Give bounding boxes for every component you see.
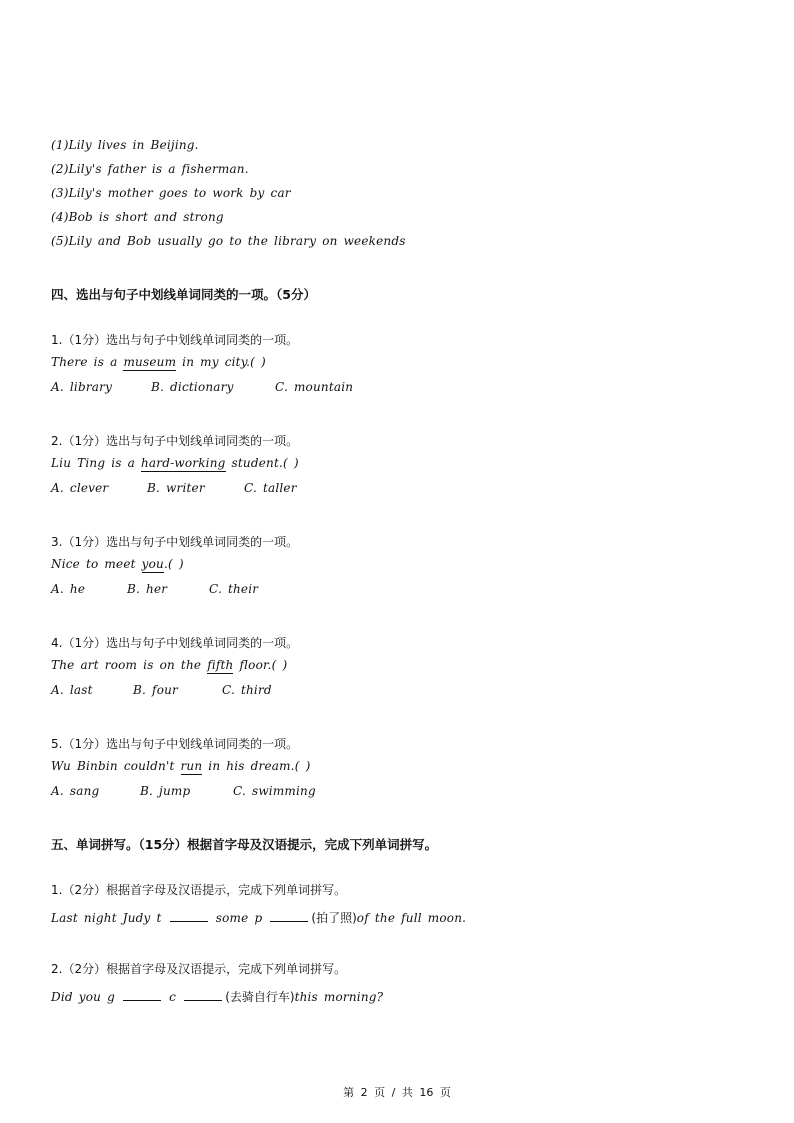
statement-4: (4)Bob is short and strong (51, 210, 224, 224)
chinese-hint: (去骑自行车) (225, 990, 295, 1004)
question-stem: 2.（1分）选出与句子中划线单词同类的一项。 (51, 434, 299, 448)
answer-blank[interactable] (270, 911, 308, 922)
option-c: C. swimming (233, 784, 316, 798)
option-c: C. their (209, 582, 259, 596)
option-a: A. last (51, 683, 93, 697)
chinese-hint: (拍了照) (311, 911, 357, 925)
question-stem: 1.（1分）选出与句子中划线单词同类的一项。 (51, 333, 299, 347)
question-sentence: There is a museum in my city.( ) (51, 355, 266, 369)
option-c: C. mountain (275, 380, 354, 394)
answer-blank[interactable] (184, 990, 222, 1001)
statement-3: (3)Lily's mother goes to work by car (51, 186, 291, 200)
question-stem: 4.（1分）选出与句子中划线单词同类的一项。 (51, 636, 299, 650)
question-stem: 5.（1分）选出与句子中划线单词同类的一项。 (51, 737, 299, 751)
page-number: 第 2 页 / 共 16 页 (343, 1086, 451, 1099)
option-b: B. jump (140, 784, 191, 798)
question-stem: 1.（2分）根据首字母及汉语提示，完成下列单词拼写。 (51, 883, 347, 897)
option-b: B. writer (147, 481, 205, 495)
option-a: A. he (51, 582, 86, 596)
option-b: B. four (133, 683, 178, 697)
statement-1: (1)Lily lives in Beijing. (51, 138, 199, 152)
underlined-word: fifth (207, 658, 234, 672)
statement-5: (5)Lily and Bob usually go to the library on weekends (51, 234, 406, 248)
question-sentence: Wu Binbin couldn't run in his dream.( ) (51, 759, 311, 773)
underlined-word: you (141, 557, 164, 571)
option-c: C. taller (244, 481, 297, 495)
option-b: B. her (127, 582, 168, 596)
underlined-word: museum (123, 355, 177, 369)
statement-2: (2)Lily's father is a fisherman. (51, 162, 249, 176)
option-b: B. dictionary (151, 380, 234, 394)
question-stem: 2.（2分）根据首字母及汉语提示，完成下列单词拼写。 (51, 962, 347, 976)
section-4-heading: 四、选出与句子中划线单词同类的一项。（5分） (51, 287, 316, 302)
question-sentence: Nice to meet you.( ) (51, 557, 184, 571)
answer-blank[interactable] (123, 990, 161, 1001)
option-c: C. third (222, 683, 272, 697)
option-a: A. sang (51, 784, 100, 798)
underlined-word: hard-working (141, 456, 226, 470)
question-sentence: Liu Ting is a hard-working student.( ) (51, 456, 299, 470)
spelling-sentence: Last night Judy t some p (拍了照)of the full moon. (51, 911, 467, 925)
underlined-word: run (180, 759, 203, 773)
question-stem: 3.（1分）选出与句子中划线单词同类的一项。 (51, 535, 299, 549)
option-a: A. clever (51, 481, 109, 495)
option-a: A. library (51, 380, 113, 394)
section-5-heading: 五、单词拼写。（15分）根据首字母及汉语提示，完成下列单词拼写。 (51, 837, 438, 852)
question-sentence: The art room is on the fifth floor.( ) (51, 658, 288, 672)
spelling-sentence: Did you g c (去骑自行车)this morning? (51, 990, 384, 1004)
answer-blank[interactable] (170, 911, 208, 922)
